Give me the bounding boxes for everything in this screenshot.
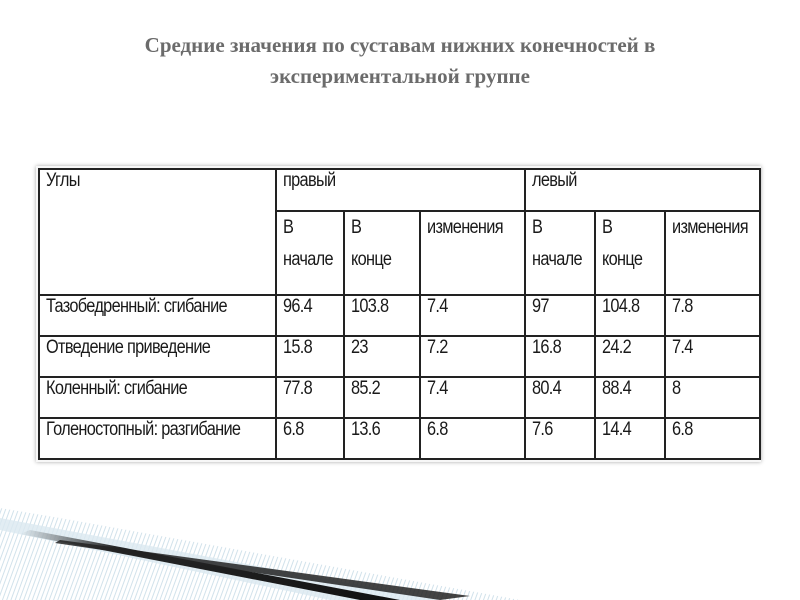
table-cell: 85.2 (344, 377, 420, 418)
group-header-left: левый (525, 169, 760, 211)
table-cell: 104.8 (595, 295, 665, 336)
subheader-cell: изменения (665, 211, 760, 295)
table-cell: 7.8 (665, 295, 760, 336)
title-line-2: экспериментальной группе (270, 64, 530, 88)
table-cell: 7.4 (665, 336, 760, 377)
table-cell: 6.8 (665, 418, 760, 459)
joint-angles-table (38, 168, 761, 460)
table-image (36, 166, 761, 462)
table-cell: 77.8 (276, 377, 344, 418)
table-cell: 7.4 (420, 377, 525, 418)
table-cell: 80.4 (525, 377, 595, 418)
title-line-1: Средние значения по суставам нижних конечностей в (144, 33, 656, 57)
table-cell: 13.6 (344, 418, 420, 459)
table-cell: 15.8 (276, 336, 344, 377)
subheader-cell: В конце (595, 211, 665, 295)
swoosh-graphic (0, 500, 560, 600)
table-row (39, 377, 760, 418)
table-row (39, 295, 760, 336)
table-cell: 7.6 (525, 418, 595, 459)
table-cell: 7.4 (420, 295, 525, 336)
row-label: Голеностопный: разгибание (39, 418, 276, 459)
table-row (39, 336, 760, 377)
table-cell: 14.4 (595, 418, 665, 459)
slide-title (40, 30, 760, 92)
row-label: Тазобедренный: сгибание (39, 295, 276, 336)
table-cell: 23 (344, 336, 420, 377)
table-cell: 6.8 (420, 418, 525, 459)
table-cell: 16.8 (525, 336, 595, 377)
header-row-groups (39, 169, 760, 211)
subheader-cell: В начале (276, 211, 344, 295)
table-cell: 8 (665, 377, 760, 418)
subheader-cell: изменения (420, 211, 525, 295)
subheader-cell: В начале (525, 211, 595, 295)
group-header-right: правый (276, 169, 525, 211)
table-cell: 6.8 (276, 418, 344, 459)
row-label: Отведение приведение (39, 336, 276, 377)
table-cell: 97 (525, 295, 595, 336)
decorative-swoosh (0, 500, 560, 600)
table-cell: 88.4 (595, 377, 665, 418)
subheader-cell: В конце (344, 211, 420, 295)
row-label: Коленный: сгибание (39, 377, 276, 418)
table-row (39, 418, 760, 459)
table-cell: 24.2 (595, 336, 665, 377)
table-cell: 7.2 (420, 336, 525, 377)
table-cell: 96.4 (276, 295, 344, 336)
corner-header: Углы (39, 169, 276, 295)
table-cell: 103.8 (344, 295, 420, 336)
swoosh-light-band (0, 508, 520, 600)
